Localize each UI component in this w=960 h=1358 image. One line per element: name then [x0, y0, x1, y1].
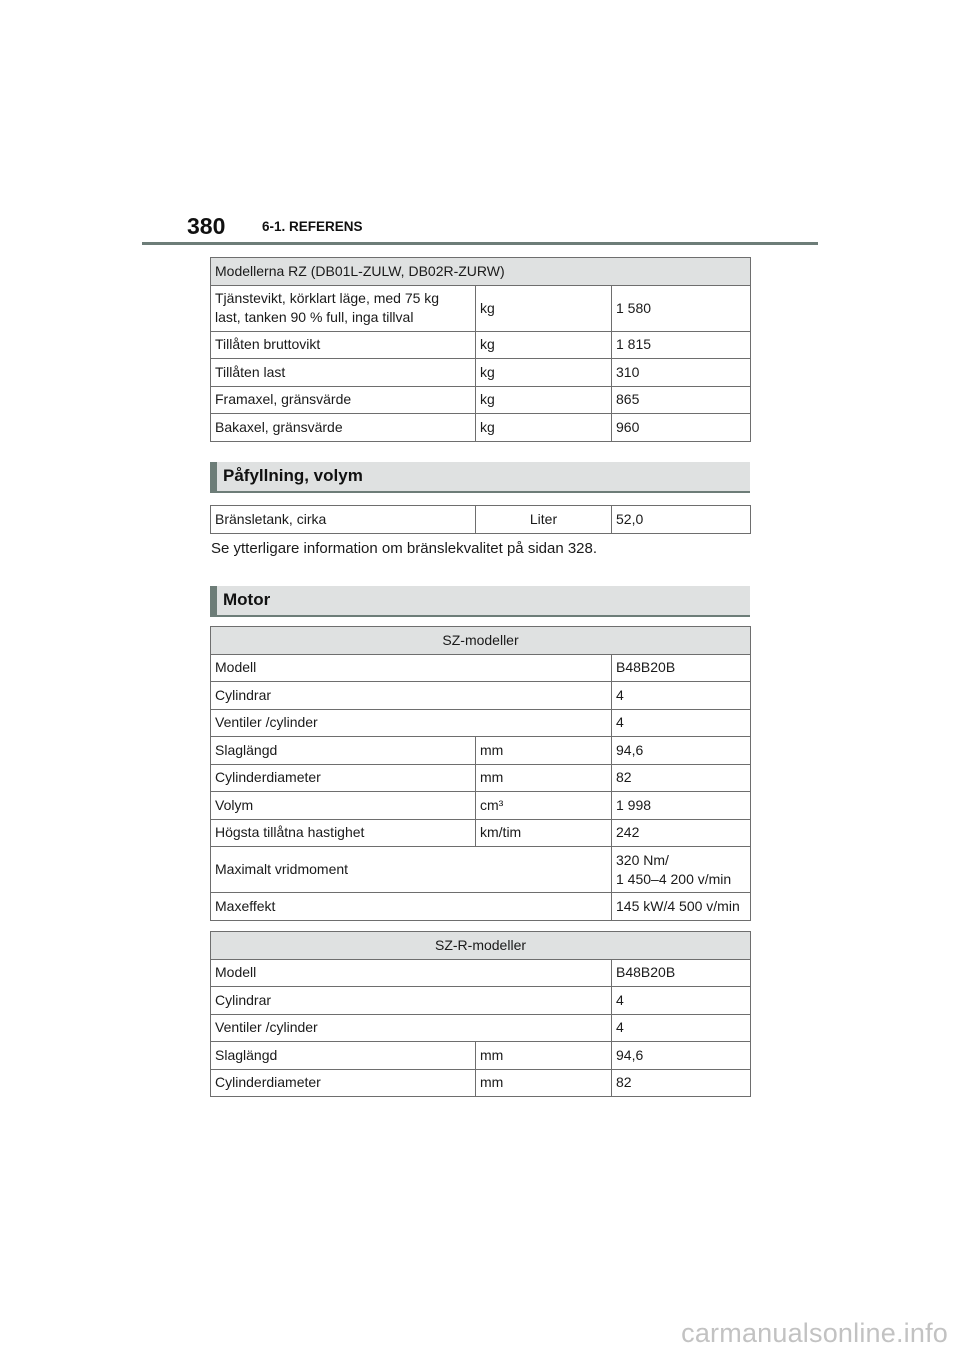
row-value: 242	[612, 819, 751, 847]
table-row	[211, 737, 751, 765]
row-unit: km/tim	[476, 819, 612, 847]
row-label: Maxeffekt	[211, 893, 612, 921]
row-unit: kg	[476, 285, 612, 331]
row-value: 1 815	[612, 331, 751, 359]
row-unit: cm³	[476, 792, 612, 820]
row-unit: kg	[476, 359, 612, 387]
table-row	[211, 386, 751, 414]
row-unit: mm	[476, 1069, 612, 1097]
table-title-row	[211, 258, 751, 286]
row-value: 94,6	[612, 1042, 751, 1070]
table-row	[211, 792, 751, 820]
row-value-line: 1 450–4 200 v/min	[616, 870, 732, 887]
table-row	[211, 506, 751, 534]
row-label: Tillåten last	[211, 359, 476, 387]
row-label: Framaxel, gränsvärde	[211, 386, 476, 414]
fuel-quality-note: Se ytterligare information om bränslekvalitet på sidan 328.	[211, 540, 598, 557]
row-label: Modell	[211, 959, 612, 987]
table-title-row	[211, 932, 751, 960]
row-value	[612, 847, 751, 893]
header-rule	[142, 242, 818, 245]
row-unit: kg	[476, 386, 612, 414]
row-label: Ventiler /cylinder	[211, 1014, 612, 1042]
row-value: 82	[612, 1069, 751, 1097]
row-unit: mm	[476, 737, 612, 765]
fill-section-heading	[210, 462, 750, 493]
row-label: Bränsletank, cirka	[211, 506, 476, 534]
row-unit: mm	[476, 764, 612, 792]
motor-section-heading	[210, 586, 750, 617]
row-label: Cylinderdiameter	[211, 764, 476, 792]
row-value: 4	[612, 709, 751, 737]
row-value: 960	[612, 414, 751, 442]
row-value: B48B20B	[612, 654, 751, 682]
table-title-row	[211, 627, 751, 655]
row-label-line: Tjänstevikt, körklart läge, med 75 kg	[215, 290, 440, 306]
table-row	[211, 654, 751, 682]
table-row	[211, 847, 751, 893]
row-label: Bakaxel, gränsvärde	[211, 414, 476, 442]
row-value: 4	[612, 987, 751, 1015]
row-unit: mm	[476, 1042, 612, 1070]
table-title: SZ-modeller	[211, 627, 751, 655]
table-row	[211, 414, 751, 442]
table-row	[211, 331, 751, 359]
heading-marker	[210, 586, 217, 615]
heading-marker	[210, 462, 217, 491]
row-value: B48B20B	[612, 959, 751, 987]
row-value: 1 580	[612, 285, 751, 331]
row-value: 82	[612, 764, 751, 792]
row-label: Ventiler /cylinder	[211, 709, 612, 737]
table-row	[211, 1014, 751, 1042]
row-value: 4	[612, 682, 751, 710]
table-row	[211, 987, 751, 1015]
row-value: 52,0	[612, 506, 751, 534]
table-title: SZ-R-modeller	[211, 932, 751, 960]
row-unit: kg	[476, 414, 612, 442]
row-label: Cylindrar	[211, 987, 612, 1015]
fuel-table	[210, 505, 751, 534]
table-row	[211, 819, 751, 847]
row-unit: Liter	[476, 506, 612, 534]
row-value: 94,6	[612, 737, 751, 765]
heading-text: Påfyllning, volym	[223, 466, 363, 485]
row-label: Cylinderdiameter	[211, 1069, 476, 1097]
row-label: Volym	[211, 792, 476, 820]
row-label: Modell	[211, 654, 612, 682]
row-label: Tillåten bruttovikt	[211, 331, 476, 359]
row-label: Högsta tillåtna hastighet	[211, 819, 476, 847]
row-value-line: 320 Nm/	[616, 851, 669, 868]
row-label: Maximalt vridmoment	[211, 847, 612, 893]
szr-engine-table	[210, 931, 751, 1097]
section-heading: 6-1. REFERENS	[262, 219, 363, 234]
row-label: Cylindrar	[211, 682, 612, 710]
table-row	[211, 893, 751, 921]
table-row	[211, 1069, 751, 1097]
row-label: Slaglängd	[211, 737, 476, 765]
page-number: 380	[187, 213, 226, 239]
row-label: Slaglängd	[211, 1042, 476, 1070]
row-value: 310	[612, 359, 751, 387]
table-title: Modellerna RZ (DB01L-ZULW, DB02R-ZURW)	[211, 258, 751, 286]
weights-table	[210, 257, 751, 442]
table-row	[211, 764, 751, 792]
row-value: 4	[612, 1014, 751, 1042]
table-row	[211, 359, 751, 387]
table-row	[211, 1042, 751, 1070]
row-label-line: last, tanken 90 % full, inga tillval	[215, 309, 414, 325]
watermark: carmanualsonline.info	[681, 1318, 948, 1348]
row-value: 1 998	[612, 792, 751, 820]
table-row	[211, 285, 751, 331]
row-unit: kg	[476, 331, 612, 359]
table-row	[211, 682, 751, 710]
row-value: 865	[612, 386, 751, 414]
row-label	[211, 285, 476, 331]
row-value: 145 kW/4 500 v/min	[612, 893, 751, 921]
sz-engine-table	[210, 626, 751, 921]
table-row	[211, 959, 751, 987]
table-row	[211, 709, 751, 737]
heading-text: Motor	[223, 590, 271, 609]
